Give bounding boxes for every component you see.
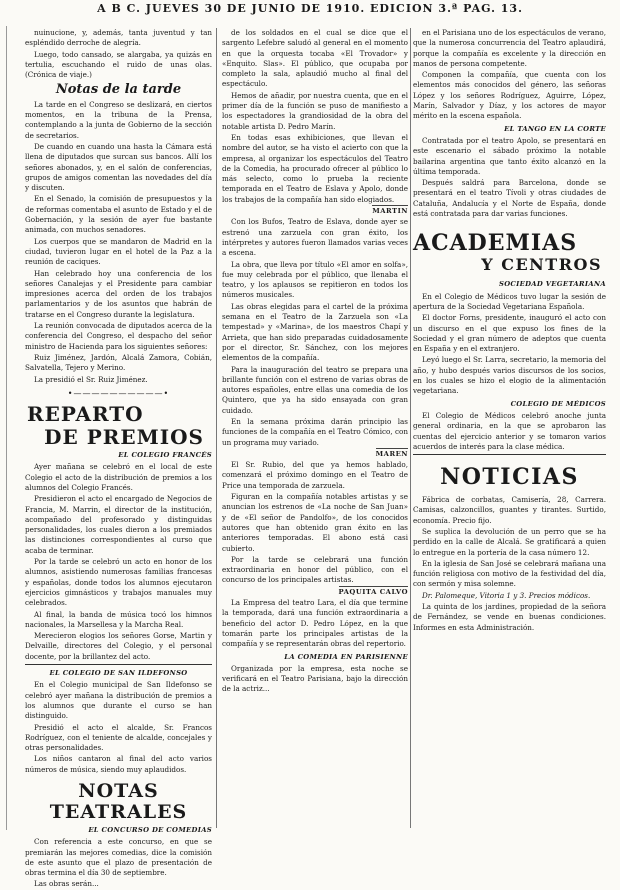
paragraph: Se suplica la devolución de un perro que se ha perdido en la calle de Alcalá. Se gratificará a quien lo entregue en la portería de la casa número 12. — [413, 526, 606, 557]
paragraph: Figuran en la compañía notables artistas y se anuncian los estrenos de «La noche de San Juan» y de «El señor de Pandolfo», de los conocidos autores que han obtenido gran éxito en las anteriores temporadas. El abono está casi cubierto. — [222, 492, 408, 553]
paragraph: Con los Bufos, Teatro de Eslava, donde ayer se estrenó una zarzuela con gran éxito, los intérpretes y autores fueron llamados varias veces a escena. — [222, 217, 408, 258]
paragraph: Por la tarde se celebró un acto en honor de los alumnos, asistiendo numerosas familias francesas y españolas, donde todos los alumnos ejecutaron ejercicios gimnásticos y trabajos manuales muy celebrados. — [25, 557, 212, 608]
section-heading-academias: ACADEMIAS — [413, 230, 578, 257]
paragraph: El Colegio de Médicos celebró anoche junta general ordinaria, en la que se aprobaron las cuentas del ejercicio anterior y se tomaron varios acuerdos de interés para la clase médica. — [413, 410, 606, 451]
subheading-concurso: EL CONCURSO DE COMEDIAS — [88, 826, 212, 834]
paragraph: Merecieron elogios los señores Gorse, Martin y Delvaille, directores del Colegio, y el personal docente, por la brillantez del acto. — [25, 631, 212, 661]
paragraph: La obra, que lleva por título «El amor en solfa», fue muy celebrada por el público, que llenaba el teatro, y los aplausos se repitieron en todos los números musicales. — [222, 259, 408, 300]
paragraph: Han celebrado hoy una conferencia de los señores Canalejas y el Presidente para cambiar impresiones acerca del orden de los trabajos parlamentarios y de los asuntos que habrán de tratarse en el Congreso durante la legislatura. — [25, 268, 212, 319]
paragraph: El Sr. Rubio, del que ya hemos hablado, comenzará el próximo domingo en el Teatro de Price una temporada de zarzuela. — [222, 460, 408, 490]
subheading-parisiana: LA COMEDIA EN PARISIENNE — [284, 652, 408, 661]
paragraph: Con referencia a este concurso, en que se premiarán las mejores comedias, dice la comisión de este asunto que el plazo de presentación de obras termina el día 30 de septiembre. — [25, 837, 212, 878]
paragraph: Para la inauguración del teatro se prepara una brillante función con el estreno de varias obras de autores españoles, entre ellas una comedia de los Quintero, que ya ha sido ensayada con gran cuidado. — [222, 364, 408, 415]
paragraph: Luego, todo cansado, se alargaba, ya quizás en tertulia, escuchando el ruido de unas olas. (Crónica de viaje.) — [25, 49, 212, 80]
paragraph: En todas esas exhibiciones, que llevan el nombre del autor, se ha visto el acierto con que la empresa, al organizar los espectáculos del Teatro de la Comedia, ha procurado ofrecer al público lo más selecto, como lo prueba la reciente temporada en el Teatro de Eslava y Apolo, donde los trabajos de la compañía han sido elogiados. — [222, 132, 408, 204]
subheading-tango: EL TANGO EN LA CORTE — [504, 124, 606, 133]
paragraph: Ayer mañana se celebró en el local de este Colegio el acto de la distribución de premios a los alumnos del Colegio Francés. — [25, 462, 212, 492]
paragraph: Presidió el acto el alcalde, Sr. Francos Rodríguez, con el teniente de alcalde, concejales y otras personalidades. — [25, 722, 212, 753]
paragraph: Al final, la banda de música tocó los himnos nacionales, la Marsellesa y la Marcha Real. — [25, 609, 212, 629]
section-heading-notas-teatrales: NOTAS TEATRALES — [49, 780, 188, 823]
paragraph: en el Parisiana uno de los espectáculos de verano, que la numerosa concurrencia del Teatro aplaudirá, porque la compañía es excelente y la dirección en manos de persona competente. — [413, 28, 606, 68]
paragraph: Fábrica de corbatas, Camisería, 28, Carrera. Camisas, calzoncillos, guantes y tirantes. Surtido, economía. Precio fijo. — [413, 495, 606, 525]
paragraph: nuinucione, y, además, tanta juventud y tan espléndido derroche de alegría. — [25, 28, 212, 48]
paragraph: Presidieron el acto el encargado de Negocios de Francia, M. Marrin, el director de la institución, acompañado del profesorado y distinguidas personalidades, los cuales dieron a los premiados las distinciones correspondientes al curso que acaba de terminar. — [25, 494, 212, 555]
paragraph: En el Senado, la comisión de presupuestos y la de reformas comentaba el asunto de Estado y el de Gobernación, y la sesión de ayer fue bastante animada, con muchos senadores. — [25, 194, 212, 235]
subheading-colegio-medicos: COLEGIO DE MÉDICOS — [510, 399, 606, 408]
paragraph: Por la tarde se celebrará una función extraordinaria en honor del público, con el concurso de los principales artistas. — [222, 554, 408, 585]
subheading-san-ildefonso: EL COLEGIO DE SAN ILDEFONSO — [49, 669, 188, 678]
paragraph: Las obras elegidas para el cartel de la próxima semana en el Teatro de la Zarzuela son «La tempestad» y «Marina», de los maestros Chapí y Arrieta, que han sido preparadas cuidadosamente por el director, Sr. Sánchez, con los mejores elementos de la compañía. — [222, 301, 408, 363]
paragraph: La quinta de los jardines, propiedad de la señora de Fernández, se vende en buenas condiciones. Informes en esta Administración. — [413, 602, 606, 632]
subheading-vegetariana: SOCIEDAD VEGETARIANA — [498, 280, 606, 289]
column-3 — [413, 28, 606, 828]
column-rule — [410, 28, 411, 828]
signature-text: PAQUITA CALVO — [338, 587, 408, 596]
column-1 — [25, 28, 212, 889]
paragraph: Los niños cantaron al final del acto varios números de música, siendo muy aplaudidos. — [25, 754, 212, 774]
column-rule — [216, 28, 217, 828]
running-header: A B C. JUEVES 30 DE JUNIO DE 1910. EDICION 3.ª PAG. 13. — [97, 2, 523, 15]
paragraph: De cuando en cuando una hasta la Cámara está llena de diputados que surcan sus bancos. Allí los señores abonados, y, en el salón de conferencias, grupos de amigos comentan las novedades del día y discuten. — [25, 141, 212, 193]
paragraph: Leyó luego el Sr. Larra, secretario, la memoria del año, y hubo después varios discursos de los socios, en los cuales se hizo el elogio de la alimentación vegetariana. — [413, 355, 606, 396]
paragraph: Las obras serán... — [34, 879, 99, 889]
paragraph: La presidió el Sr. Ruiz Jiménez. — [34, 374, 148, 384]
paragraph: La reunión convocada de diputados acerca de la conferencia del Congreso, el despacho del señor ministro de Hacienda para los siguientes señores: — [25, 321, 212, 351]
signature-text: MAREN — [375, 449, 408, 458]
section-heading-reparto: REPARTO — [27, 402, 144, 427]
paragraph: El doctor Forns, presidente, inauguró el acto con un discurso en el que expuso los fines de la Sociedad y el gran número de adeptos que cuenta en España y en el extranjero. — [413, 313, 606, 354]
paragraph: Ruiz Jiménez, Jardón, Alcalá Zamora, Cobián, Salvatella, Tejero y Merino. — [25, 352, 212, 373]
signature — [222, 449, 408, 459]
subheading-colegio-frances: EL COLEGIO FRANCÉS — [118, 451, 212, 460]
divider — [25, 664, 212, 665]
section-heading-premios: DE PREMIOS — [44, 425, 204, 450]
paragraph: En la semana próxima darán principio las funciones de la compañía en el Teatro Cómico, con un programa muy variado. — [222, 416, 408, 447]
divider — [413, 454, 606, 455]
paragraph: Componen la compañía, que cuenta con los elementos más conocidos del género, las señoras López y los señores Rodríguez, Aguirre, López, Marín, Salvador y Díaz, y los actores de mayor mérito en la escena española. — [413, 70, 606, 121]
paragraph: Después saldrá para Barcelona, donde se presentará en el teatro Tívoli y otras ciudades de Cataluña, Andalucía y el Norte de España, donde está contratada para dar varias funciones. — [413, 178, 606, 219]
paragraph: En el Colegio de Médicos tuvo lugar la sesión de apertura de la Sociedad Vegetariana Española. — [413, 291, 606, 311]
paragraph: La tarde en el Congreso se deslizará, en ciertos momentos, en la tribuna de la Prensa, contemplando a la junta de Gobierno de la sección de secretarios. — [25, 99, 212, 140]
signature-text: MARTIN — [372, 207, 408, 216]
signature — [222, 206, 408, 216]
paragraph: La Empresa del teatro Lara, el día que termine la temporada, dará una función extraordinaria a beneficio del actor D. Pedro López, en la que tomarán parte los principales artistas de la compañía y se representarán obras del repertorio. — [222, 598, 408, 649]
paragraph: de los soldados en el cual se dice que el sargento Lefebre saludó al general en el momento en que la orquesta tocaba «El Trovador» y «Enquito. Slas». El público, que ocupaba por completo la sala, aplaudió mucho al final del espectáculo. — [222, 28, 408, 89]
paragraph: Hemos de añadir, por nuestra cuenta, que en el primer día de la función se puso de manifiesto a los espectadores la grandiosidad de la obra del notable artista D. Pedro Marín. — [222, 90, 408, 131]
paragraph: Dr. Palomeque, Vitoria 1 y 3. Precios módicos. — [422, 590, 591, 600]
paragraph: Contratada por el teatro Apolo, se presentará en este escenario el sábado próximo la notable bailarina argentina que tanto éxito alcanzó en la última temporada. — [413, 135, 606, 176]
section-heading-centros: Y CENTROS — [481, 255, 602, 275]
section-heading-tarde: Notas de la tarde — [55, 82, 182, 98]
section-heading-noticias: NOTICIAS — [440, 464, 579, 491]
column-2 — [222, 28, 408, 828]
paragraph: En la iglesia de San José se celebrará mañana una función religiosa con motivo de la festividad del día, con sermón y misa solemne. — [413, 558, 606, 589]
signature — [222, 587, 408, 597]
ornamental-divider: •——————————• — [67, 388, 170, 398]
paragraph: En el Colegio municipal de San Ildefonso se celebró ayer mañana la distribución de premios a los alumnos que durante el curso se han distinguido. — [25, 680, 212, 721]
paragraph: Organizada por la empresa, esta noche se verificará en el Teatro Parisiana, bajo la dirección de la actriz... — [222, 663, 408, 694]
paragraph: Los cuerpos que se mandaron de Madrid en la ciudad, tuvieron lugar en el hotel de la Paz a la reunión de caciques. — [25, 236, 212, 267]
